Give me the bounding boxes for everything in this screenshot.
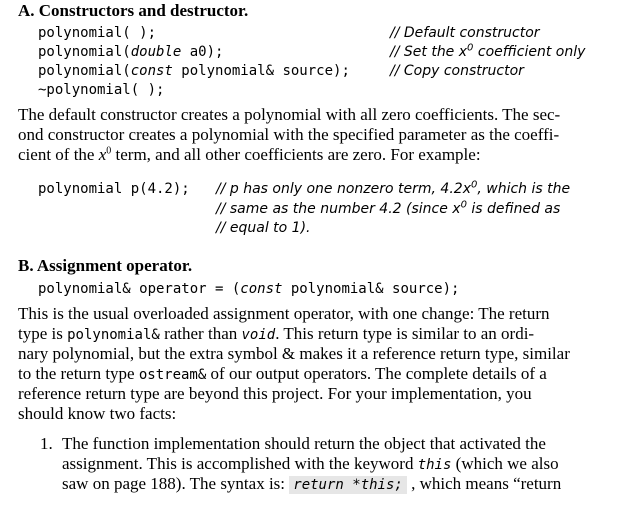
inline-keyword: void [241, 327, 276, 343]
text: , which means “return [406, 474, 562, 493]
inline-keyword: this [417, 457, 452, 473]
code-token: polynomial& source); [172, 63, 350, 79]
example-comment-3: // equal to 1). [216, 220, 311, 236]
para-b-line-1: This is the usual overloaded assignment operator, with one change: The return [18, 304, 550, 323]
comment-text: // p has only one nonzero term, 4.2x [216, 181, 471, 197]
superscript: 0 [106, 145, 112, 157]
math-x: x [98, 145, 107, 164]
superscript: 0 [470, 179, 478, 191]
text: of our output operators. The complete details of a [206, 364, 547, 383]
example-code: polynomial p(4.2); [38, 181, 190, 197]
para-a-line-3 [18, 145, 481, 165]
code-token: polynomial& source); [282, 281, 460, 297]
list-item-1-line-2 [62, 454, 559, 475]
text: (which we also [451, 454, 559, 473]
superscript: 0 [467, 42, 474, 54]
comment-copy-constructor: // Copy constructor [390, 63, 524, 79]
comment-text: // Set the x [390, 44, 468, 60]
text: . This return type is similar to an ordi- [275, 324, 535, 343]
section-a-heading: A. Constructors and destructor. [18, 1, 249, 20]
text: assignment. This is accomplished with the keyword [62, 454, 418, 473]
code-token: polynomial& operator = ( [38, 281, 241, 297]
code-token: a0); [181, 44, 224, 60]
code-line-assignment-operator [38, 280, 459, 299]
section-b-heading: B. Assignment operator. [18, 256, 193, 275]
code-line-copy-constructor [38, 62, 350, 81]
code-keyword: const [240, 281, 283, 297]
comment-text: is defined as [466, 201, 561, 217]
inline-code: polynomial& [67, 327, 160, 343]
para-a-line-1: The default constructor creates a polynomial with all zero coefficients. The sec- [18, 105, 561, 124]
para-b-line-4 [18, 364, 547, 385]
para-a-line-2: ond constructor creates a polynomial with the specified parameter as the coeffi- [18, 125, 560, 144]
text: rather than [159, 324, 242, 343]
inline-code: ostream& [138, 367, 207, 383]
para-b-line-2 [18, 324, 534, 345]
example-comment-1 [216, 180, 570, 199]
para-b-line-6: should know two facts: [18, 404, 177, 423]
example-comment-2 [216, 200, 560, 219]
text: cient of the [18, 145, 99, 164]
code-line-default-constructor: polynomial( ); [38, 25, 157, 41]
code-token: polynomial( [38, 44, 131, 60]
comment-coefficient [390, 43, 585, 62]
superscript: 0 [460, 199, 467, 211]
text: to the return type [18, 364, 139, 383]
code-keyword: const [130, 63, 173, 79]
highlighted-code: return *this; [289, 476, 407, 494]
list-item-1-number: 1. [40, 434, 53, 453]
comment-text: // same as the number 4.2 (since x [216, 201, 461, 217]
code-token: polynomial( [38, 63, 131, 79]
text: type is [18, 324, 68, 343]
list-item-1-line-3 [62, 474, 561, 495]
para-b-line-5: reference return type are beyond this project. For your implementation, you [18, 384, 532, 403]
code-line-destructor: ~polynomial( ); [38, 82, 165, 98]
comment-text: , which is the [477, 181, 571, 197]
text: saw on page 188). The syntax is: [62, 474, 290, 493]
code-line-double-constructor [38, 43, 223, 62]
comment-default-constructor: // Default constructor [390, 25, 540, 41]
para-b-line-3: nary polynomial, but the extra symbol & makes it a reference return type, similar [18, 344, 570, 363]
code-keyword: double [130, 44, 182, 60]
list-item-1-line-1: The function implementation should return the object that activated the [62, 434, 546, 453]
comment-text: coefficient only [473, 44, 586, 60]
text: term, and all other coefficients are zero. For example: [111, 145, 481, 164]
